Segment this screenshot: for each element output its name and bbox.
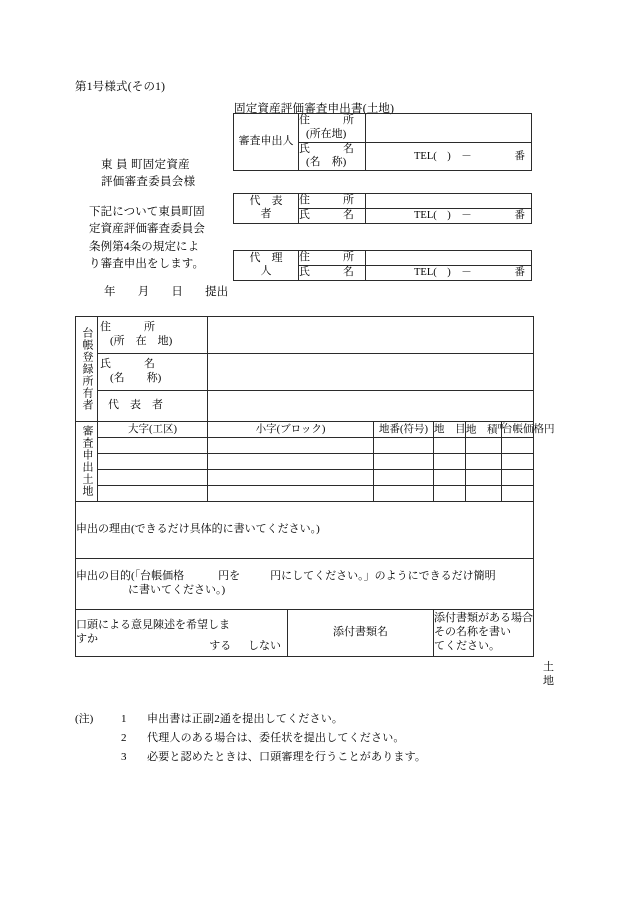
date-submit-label: 提出 — [205, 286, 229, 298]
statement-block — [89, 204, 229, 273]
attachment-note-cell[interactable] — [434, 609, 534, 656]
note-number: 2 — [121, 731, 127, 744]
applicant-name-label — [299, 142, 366, 171]
representative-address-field[interactable] — [366, 194, 532, 209]
land-cell-chimoku[interactable] — [434, 453, 466, 469]
land-table-row — [76, 469, 534, 485]
representative-party-label-text: 代 表 者 — [249, 194, 294, 221]
applicant-name-label-sub: (名 称) — [306, 156, 347, 169]
note-row — [75, 748, 426, 767]
representative-name-field[interactable] — [366, 208, 532, 223]
oral-question-line-1: 口頭による意見陳述を希望しま — [76, 618, 230, 631]
land-cell-oaza[interactable] — [98, 453, 208, 469]
note-text: 必要と認めたときは、口頭審理を行うことがあります。 — [147, 750, 427, 763]
registered-owner-representative-field[interactable] — [208, 391, 534, 422]
agent-party-label — [234, 251, 299, 281]
land-cell-chiban[interactable] — [374, 469, 434, 485]
notes-heading: (注) — [75, 713, 94, 725]
oral-statement-question — [76, 609, 288, 656]
agent-tel-prefix: TEL( ) － — [414, 267, 472, 279]
land-cell-chimoku[interactable] — [434, 437, 466, 453]
purpose-label-part-3: 円にしてください。」のようにできるだけ簡明 — [270, 569, 496, 582]
land-cell-chiban[interactable] — [374, 453, 434, 469]
land-cell-price[interactable] — [502, 485, 534, 501]
land-header-price: 台帳価格円 — [502, 422, 534, 438]
agent-name-label-text: 氏 名 — [299, 265, 354, 278]
land-header-chimoku: 地 目 — [434, 422, 466, 438]
registered-owner-representative-label-main: 代 表 者 — [108, 399, 163, 412]
representative-tel-line — [366, 209, 531, 222]
oral-question-line-2: すか — [76, 632, 98, 645]
representative-tel-prefix: TEL( ) － — [414, 210, 472, 222]
purpose-label-part-1: 申出の目的(「台帳価格 — [76, 569, 185, 582]
land-header-area — [466, 422, 505, 438]
land-table-row — [76, 453, 534, 469]
agent-address-label-text: 住 所 — [299, 251, 354, 263]
registered-owner-name-field[interactable] — [208, 354, 534, 391]
land-table-vertical-label-text: 審査申出土地 — [81, 425, 93, 498]
registered-owner-vertical-label-text: 台帳登録所有者 — [81, 327, 93, 411]
agent-address-label — [299, 251, 366, 266]
attachment-note-line-1: 添付書類がある場合その名称を書い — [434, 612, 533, 638]
applicant-tel-line — [366, 150, 531, 163]
applicant-address-field[interactable] — [366, 114, 532, 143]
registered-owner-name-label-sub: (名 称) — [110, 372, 162, 384]
date-day-label: 日 — [171, 286, 184, 298]
land-cell-price[interactable] — [502, 437, 534, 453]
addressee-line-1: 東 員 町固定資産 — [101, 159, 190, 171]
notes-block — [75, 710, 426, 767]
land-cell-price[interactable] — [502, 469, 534, 485]
land-cell-area[interactable] — [466, 485, 502, 501]
registered-owner-address-label — [98, 317, 208, 354]
purpose-section[interactable] — [76, 558, 534, 609]
registered-owner-address-field[interactable] — [208, 317, 534, 354]
note-row — [75, 729, 426, 748]
purpose-label-line-1 — [76, 570, 533, 584]
representative-tel-suffix: 番 — [514, 210, 525, 222]
land-cell-area[interactable] — [466, 453, 502, 469]
land-table-row — [76, 437, 534, 453]
land-header-area-text: 地 積 — [466, 424, 498, 436]
registered-owner-name-label — [98, 354, 208, 391]
oral-statement-choices — [195, 640, 281, 654]
land-cell-koaza[interactable] — [208, 485, 374, 501]
land-cell-chiban[interactable] — [374, 437, 434, 453]
addressee-line-2: 評価審査委員会様 — [101, 176, 196, 189]
land-cell-chimoku[interactable] — [434, 485, 466, 501]
date-year-label: 年 — [104, 286, 116, 298]
registered-owner-address-label-sub: (所 在 地) — [110, 335, 173, 347]
land-cell-koaza[interactable] — [208, 453, 374, 469]
land-cell-oaza[interactable] — [98, 469, 208, 485]
agent-table — [233, 250, 532, 281]
note-row — [75, 710, 426, 729]
applicant-address-label-main: 住 所 — [299, 114, 354, 126]
land-header-koaza: 小字(ブロック) — [208, 422, 374, 438]
representative-party-label — [234, 194, 299, 224]
agent-name-field[interactable] — [366, 265, 532, 280]
note-text: 申出書は正副2通を提出してください。 — [147, 713, 344, 725]
land-header-chiban: 地番(符号) — [374, 422, 434, 438]
applicant-table — [233, 113, 532, 171]
representative-name-label — [299, 208, 366, 223]
note-head-spacer — [75, 748, 111, 767]
note-number: 1 — [121, 713, 127, 725]
registered-owner-representative-label — [98, 391, 208, 422]
note-text: 代理人のある場合は、委任状を提出してください。 — [147, 731, 405, 744]
land-cell-koaza[interactable] — [208, 437, 374, 453]
land-cell-price[interactable] — [502, 453, 534, 469]
registered-owner-address-label-main: 住 所 — [100, 321, 155, 334]
land-cell-oaza[interactable] — [98, 437, 208, 453]
applicant-party-label-text: 審査申出人 — [238, 135, 294, 148]
date-month-label: 月 — [137, 286, 150, 298]
applicant-name-label-main: 氏 名 — [299, 142, 354, 155]
attachment-name-label: 添付書類名 — [288, 609, 434, 656]
land-table-vertical-label — [76, 422, 98, 502]
statement-line-1: 下記について東員町固 — [89, 206, 205, 218]
applicant-tel-suffix: 番 — [514, 150, 525, 162]
land-cell-chimoku[interactable] — [434, 469, 466, 485]
main-form-table — [75, 316, 555, 657]
registered-owner-vertical-label — [76, 317, 98, 422]
applicant-address-label — [299, 114, 366, 143]
note-head-spacer — [75, 729, 111, 748]
addressee-block — [101, 157, 195, 192]
purpose-label-line-2 — [76, 584, 533, 598]
submission-date-line[interactable] — [104, 283, 229, 299]
registered-owner-name-label-main: 氏 名 — [100, 358, 155, 371]
purpose-label-part-2: 円を — [218, 569, 241, 582]
land-cell-oaza[interactable] — [98, 485, 208, 501]
purpose-label-part-4: に書いてください。) — [128, 583, 226, 596]
representative-address-label-text: 住 所 — [299, 194, 354, 206]
land-cell-area[interactable] — [466, 437, 502, 453]
land-cell-area[interactable] — [466, 469, 502, 485]
oral-option-no[interactable]: しない — [248, 639, 281, 652]
statement-line-2: 定資産評価審査委員会 — [89, 223, 205, 236]
applicant-tel-prefix: TEL( ) － — [414, 150, 472, 162]
land-marker-char-2: 地 — [543, 674, 554, 687]
agent-tel-line — [366, 266, 531, 279]
land-cell-chiban[interactable] — [374, 485, 434, 501]
agent-party-label-text: 代 理 人 — [249, 251, 294, 278]
land-header-oaza: 大字(工区) — [98, 422, 208, 438]
document-title: 固定資産評価審査申出書(土地) — [234, 103, 395, 115]
applicant-name-field[interactable] — [366, 142, 532, 171]
reason-section[interactable] — [76, 501, 534, 558]
agent-name-label — [299, 265, 366, 280]
representative-table — [233, 193, 532, 224]
agent-tel-suffix: 番 — [514, 267, 525, 279]
land-vertical-marker — [543, 661, 554, 689]
land-header-area-unit: ㎡ — [497, 422, 505, 430]
form-number: 第1号様式(その1) — [75, 81, 166, 93]
statement-line-3: 条例第4条の規定によ — [89, 240, 200, 253]
oral-option-yes[interactable]: する — [209, 639, 232, 652]
applicant-party-label — [234, 114, 299, 171]
land-table-row — [76, 485, 534, 501]
representative-address-label — [299, 194, 366, 209]
representative-name-label-text: 氏 名 — [299, 208, 354, 221]
land-marker-char-1: 土 — [543, 661, 554, 673]
reason-label: 申出の理由(できるだけ具体的に書いてください。) — [76, 522, 320, 535]
statement-line-4: り審査申出をします。 — [89, 257, 205, 270]
land-cell-koaza[interactable] — [208, 469, 374, 485]
agent-address-field[interactable] — [366, 251, 532, 266]
attachment-note-line-2: てください。 — [434, 639, 500, 652]
note-number: 3 — [121, 750, 127, 763]
applicant-address-label-sub: (所在地) — [306, 127, 347, 140]
